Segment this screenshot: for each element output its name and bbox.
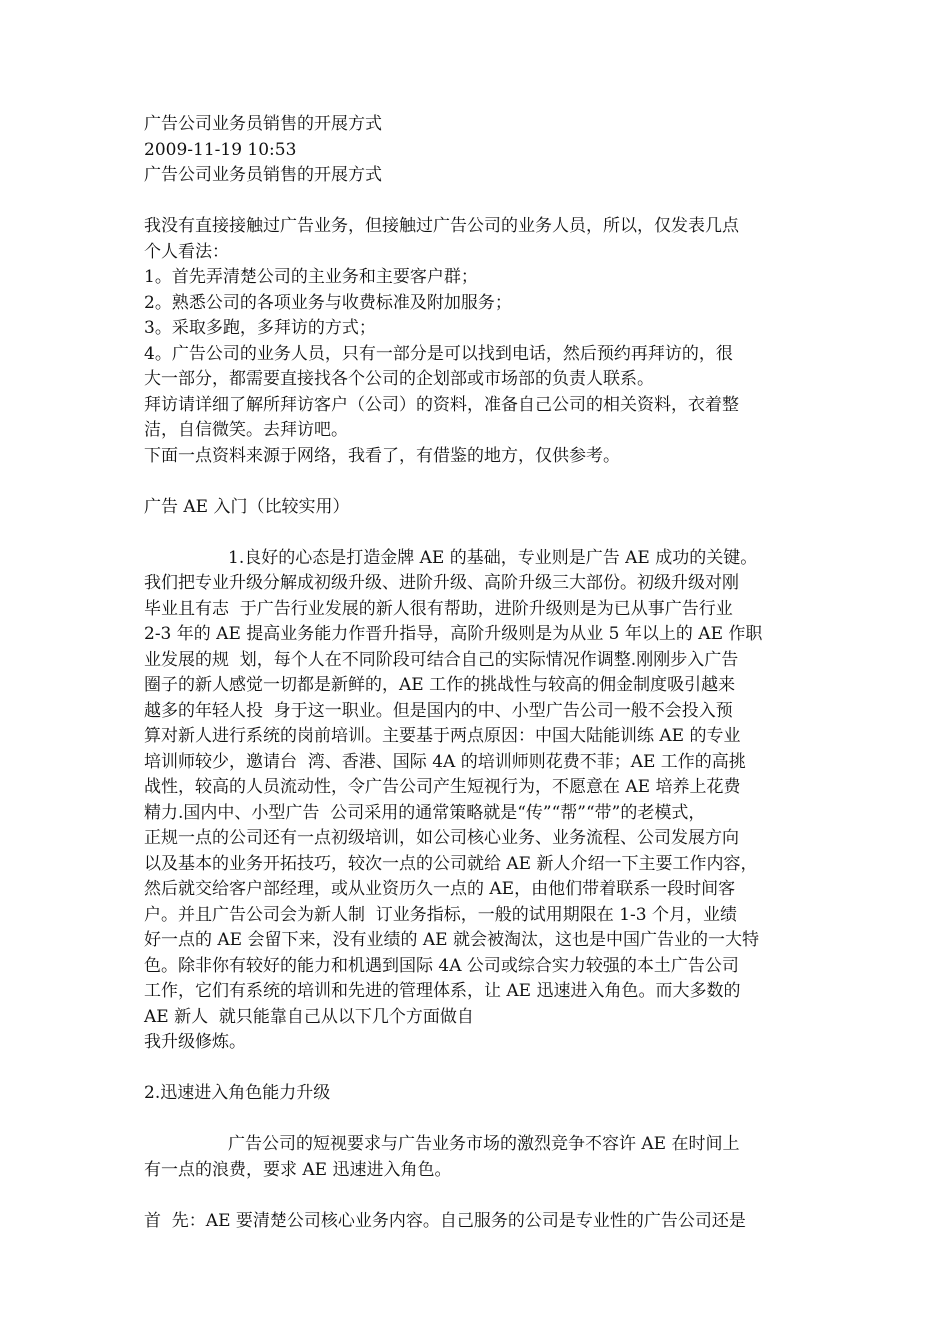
intro-line: 下面一点资料来源于网络，我看了，有借鉴的地方，仅供参考。	[144, 445, 620, 466]
section1-line: 精力.国内中、小型广告 公司采用的通常策略就是“传”“帮”“带”的老模式，	[144, 802, 706, 823]
section1-line: 越多的年轻人投 身于这一职业。但是国内的中、小型广告公司一般不会投入预	[144, 700, 733, 721]
blank-line	[144, 1183, 816, 1209]
section-title: 广告 AE 入门（比较实用）	[144, 496, 350, 517]
section1-line: 以及基本的业务开拓技巧，较次一点的公司就给 AE 新人介绍一下主要工作内容，	[144, 853, 758, 874]
document-body	[144, 112, 816, 1234]
section1-paragraph	[144, 546, 816, 1056]
post-datetime: 2009-11-19 10:53	[144, 139, 297, 160]
section1-line: 战性，较高的人员流动性，令广告公司产生短视行为，不愿意在 AE 培养上花费	[144, 777, 741, 797]
intro-line: 3。采取多跑，多拜访的方式；	[144, 318, 376, 338]
section1-line: 工作，它们有系统的培训和先进的管理体系，让 AE 迅速进入角色。而大多数的	[144, 981, 741, 1001]
intro-line: 我没有直接接触过广告业务，但接触过广告公司的业务人员，所以，仅发表几点	[144, 216, 739, 236]
blank-line	[144, 1056, 816, 1082]
section1-line: AE 新人 就只能靠自己从以下几个方面做自	[144, 1006, 474, 1027]
intro-line: 2。熟悉公司的各项业务与收费标准及附加服务；	[144, 292, 512, 313]
section1-first-line: 1.良好的心态是打造金牌 AE 的基础，专业则是广告 AE 成功的关键。	[228, 547, 758, 568]
section1-line: 培训师较少，邀请台 湾、香港、国际 4A 的培训师则花费不菲；AE 工作的高挑	[144, 751, 746, 772]
blank-line	[144, 189, 816, 215]
section1-line: 好一点的 AE 会留下来，没有业绩的 AE 就会被淘汰，这也是中国广告业的一大特	[144, 930, 759, 950]
section1-line: 然后就交给客户部经理，或从业资历久一点的 AE，由他们带着联系一段时间客	[144, 879, 736, 899]
intro-line: 拜访请详细了解所拜访客户（公司）的资料，准备自己公司的相关资料，衣着整	[144, 394, 739, 415]
blank-line	[144, 469, 816, 495]
section1-line: 我们把专业升级分解成初级升级、进阶升级、高阶升级三大部份。初级升级对刚	[144, 573, 739, 593]
section1-line: 业发展的规 划，每个人在不同阶段可结合自己的实际情况作调整.刚刚步入广告	[144, 649, 739, 670]
intro-line: 1。首先弄清楚公司的主业务和主要客户群；	[144, 267, 478, 287]
intro-line: 洁，自信微笑。去拜访吧。	[144, 420, 348, 440]
section2-next-line: 首 先：AE 要清楚公司核心业务内容。自己服务的公司是专业性的广告公司还是	[144, 1210, 746, 1231]
blank-line	[144, 1107, 816, 1133]
document-subtitle: 广告公司业务员销售的开展方式	[144, 165, 382, 185]
intro-line: 4。广告公司的业务人员，只有一部分是可以找到电话，然后预约再拜访的，很	[144, 343, 733, 364]
section1-line: 正规一点的公司还有一点初级培训，如公司核心业务、业务流程、公司发展方向	[144, 828, 739, 848]
section1-line: 圈子的新人感觉一切都是新鲜的，AE 工作的挑战性与较高的佣金制度吸引越来	[144, 675, 736, 695]
section2-paragraph	[144, 1132, 816, 1183]
document-title: 广告公司业务员销售的开展方式	[144, 114, 382, 134]
section2-first-line: 广告公司的短视要求与广告业务市场的激烈竞争不容许 AE 在时间上	[228, 1134, 740, 1154]
section1-line: 我升级修炼。	[144, 1032, 246, 1052]
section1-line: 户。并且广告公司会为新人制 订业务指标，一般的试用期限在 1-3 个月，业绩	[144, 904, 737, 925]
blank-line	[144, 520, 816, 546]
intro-line: 大一部分，都需要直接找各个公司的企划部或市场部的负责人联系。	[144, 369, 654, 389]
section2-heading: 2.迅速进入角色能力升级	[144, 1083, 331, 1103]
intro-paragraph	[144, 214, 816, 469]
section1-line: 色。除非你有较好的能力和机遇到国际 4A 公司或综合实力较强的本土广告公司	[144, 955, 739, 976]
section1-line: 毕业且有志 于广告行业发展的新人很有帮助，进阶升级则是为已从事广告行业	[144, 598, 733, 619]
intro-line: 个人看法：	[144, 241, 229, 262]
section2-line: 有一点的浪费，要求 AE 迅速进入角色。	[144, 1159, 452, 1180]
section1-line: 算对新人进行系统的岗前培训。主要基于两点原因：中国大陆能训练 AE 的专业	[144, 726, 741, 746]
section1-line: 2-3 年的 AE 提高业务能力作晋升指导，高阶升级则是为从业 5 年以上的 AE 作职	[144, 624, 763, 644]
